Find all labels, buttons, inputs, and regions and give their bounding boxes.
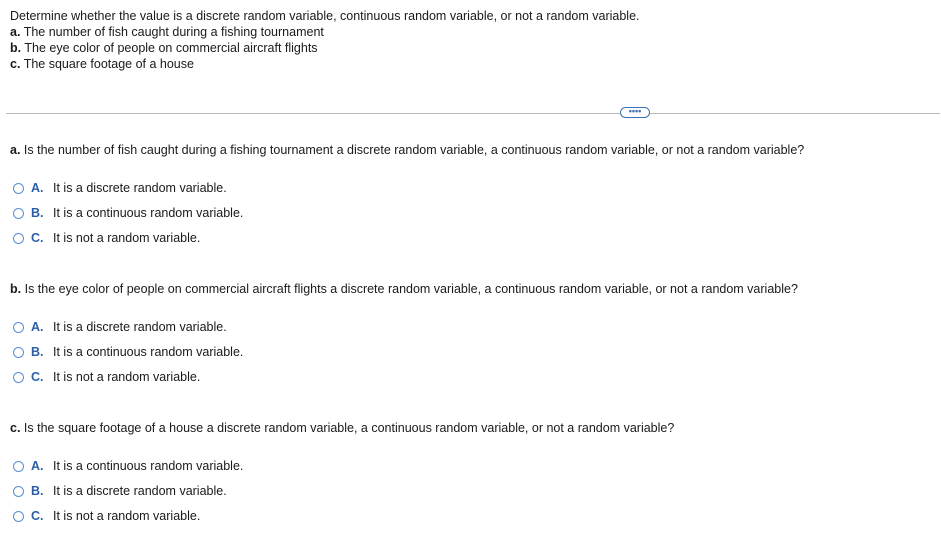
option-text: It is a continuous random variable.	[53, 459, 244, 473]
question-b-option-b[interactable]	[13, 344, 243, 360]
question-c-option-c[interactable]	[13, 508, 200, 524]
option-letter: C.	[31, 509, 44, 523]
question-b-option-c[interactable]	[13, 369, 200, 385]
problem-item-text: The square footage of a house	[23, 57, 194, 71]
question-c-option-a[interactable]	[13, 458, 243, 474]
option-text: It is not a random variable.	[53, 370, 201, 384]
question-c-option-b[interactable]	[13, 483, 227, 499]
option-text: It is a discrete random variable.	[53, 181, 227, 195]
section-divider	[6, 113, 940, 114]
radio-button[interactable]	[13, 233, 24, 244]
question-b-option-a[interactable]	[13, 319, 227, 335]
problem-item-a	[10, 24, 640, 40]
problem-item-letter: a.	[10, 25, 21, 39]
option-letter: C.	[31, 370, 44, 384]
option-letter: B.	[31, 484, 44, 498]
problem-item-letter: b.	[10, 41, 22, 55]
question-text: Is the square footage of a house a discrete random variable, a continuous random variable, or not a random variable?	[23, 421, 675, 435]
radio-button[interactable]	[13, 183, 24, 194]
more-dots-icon: ••••	[628, 105, 642, 116]
radio-button[interactable]	[13, 322, 24, 333]
radio-button[interactable]	[13, 347, 24, 358]
option-letter: A.	[31, 320, 44, 334]
radio-button[interactable]	[13, 372, 24, 383]
option-letter: B.	[31, 206, 44, 220]
problem-item-text: The eye color of people on commercial aircraft flights	[24, 41, 318, 55]
question-a-option-a[interactable]	[13, 180, 227, 196]
question-text: Is the number of fish caught during a fishing tournament a discrete random variable, a continuous random variable, or not a random variable?	[23, 143, 805, 157]
question-letter: b.	[10, 282, 22, 296]
question-b	[10, 282, 798, 296]
question-a-option-c[interactable]	[13, 230, 200, 246]
problem-item-text: The number of fish caught during a fishing tournament	[23, 25, 324, 39]
problem-item-letter: c.	[10, 57, 21, 71]
problem-item-b	[10, 40, 640, 56]
option-letter: A.	[31, 181, 44, 195]
question-a-option-b[interactable]	[13, 205, 243, 221]
radio-button[interactable]	[13, 461, 24, 472]
question-a	[10, 143, 804, 157]
problem-statement	[10, 8, 640, 72]
radio-button[interactable]	[13, 486, 24, 497]
question-letter: c.	[10, 421, 21, 435]
question-letter: a.	[10, 143, 21, 157]
expand-button[interactable]	[620, 107, 650, 118]
option-text: It is a discrete random variable.	[53, 320, 227, 334]
option-letter: A.	[31, 459, 44, 473]
problem-prompt: Determine whether the value is a discrete random variable, continuous random variable, or not a random variable.	[10, 9, 640, 23]
radio-button[interactable]	[13, 511, 24, 522]
radio-button[interactable]	[13, 208, 24, 219]
option-letter: B.	[31, 345, 44, 359]
question-c	[10, 421, 674, 435]
option-text: It is a continuous random variable.	[53, 206, 244, 220]
option-letter: C.	[31, 231, 44, 245]
option-text: It is a continuous random variable.	[53, 345, 244, 359]
problem-item-c	[10, 56, 640, 72]
option-text: It is not a random variable.	[53, 509, 201, 523]
option-text: It is a discrete random variable.	[53, 484, 227, 498]
option-text: It is not a random variable.	[53, 231, 201, 245]
question-text: Is the eye color of people on commercial aircraft flights a discrete random variable, a continuous random variable, or not a random variable?	[24, 282, 798, 296]
